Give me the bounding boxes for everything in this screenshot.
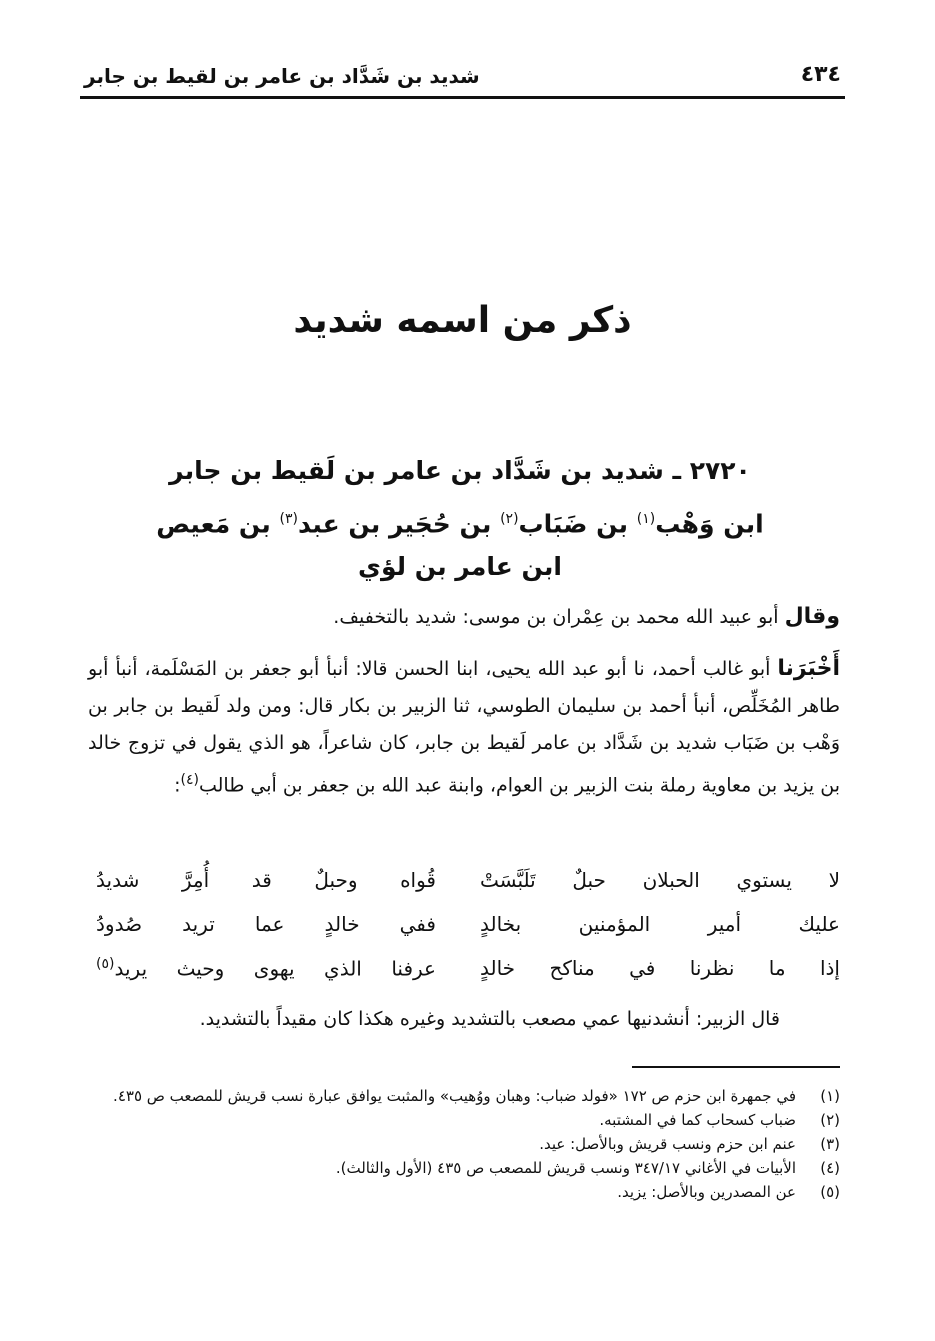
verse-second-hemistich: قُواه وحبلٌ قد أُمِرَّ شديدُ xyxy=(96,868,436,892)
paragraph-text: أبو غالب أحمد، نا أبو عبد الله يحيى، ابنا الحسن قالا: أنبأ أبو جعفر بن المَسْلَمة، أنبأ أبو طاهر المُخَلِّص، أنبأ أحمد بن سليمان الطوسي، ثنا الزبير بن بكار قال: ومن ولد لَقيط بن جابر بن وَهْب بن ضَبَاب شديد بن شَدَّاد بن عامر لَقيط بن جابر، كان شاعراً، هو الذي يقول في تزوج خالد بن يزيد بن معاوية رملة بنت الزبير بن العوام، وابنة عبد الله بن جعفر بن أبي طالب xyxy=(88,658,840,797)
verse-line xyxy=(88,956,840,996)
verse-second-hemistich xyxy=(96,956,436,981)
verse-text: عرفنا الذي يهوى وحيث يريد xyxy=(114,956,436,981)
running-title: شديد بن شَدَّاد بن عامر بن لقيط بن جابر xyxy=(84,64,480,88)
footnote-ref-3[interactable]: (٣) xyxy=(279,511,298,527)
footnotes xyxy=(95,1084,840,1204)
verse-first-hemistich: لا يستوي الحبلان حبلٌ تَلَبَّسَتْ xyxy=(480,868,840,892)
section-title: ذكر من اسمه شديد xyxy=(293,300,632,341)
footnote-number: (٤) xyxy=(820,1159,840,1177)
verse-line xyxy=(88,868,840,908)
entry-heading-line-3: ابن عامر بن لؤي xyxy=(358,552,562,581)
heading-segment: ابن وَهْب xyxy=(655,509,764,539)
footnote-ref-4[interactable]: (٤) xyxy=(180,772,199,788)
verse-second-hemistich: ففي خالدٍ عما تريد صُدودُ xyxy=(96,912,436,936)
footnote-item xyxy=(95,1180,840,1204)
footnote-text: عن المصدرين وبالأصل: يزيد. xyxy=(617,1183,796,1201)
paragraph-lead: وقال xyxy=(784,604,840,629)
footnote-text: ضباب كسحاب كما في المشتبه. xyxy=(599,1111,796,1129)
footnote-number: (٢) xyxy=(820,1111,840,1129)
verse-line xyxy=(88,912,840,952)
verse-first-hemistich: إذا ما نظرنا في مناكح خالدٍ xyxy=(480,956,840,980)
heading-segment: بن حُجَير بن عبد xyxy=(297,509,501,539)
paragraph-lead: أَخْبَرَنا xyxy=(777,656,840,681)
paragraph-text: أبو عبيد الله محمد بن عِمْران بن موسى: شديد بالتخفيف. xyxy=(333,606,785,628)
footnote-item xyxy=(95,1156,840,1180)
entry-heading-line-2 xyxy=(150,496,770,547)
paragraph-tail: : xyxy=(174,774,181,797)
footnote-text: عنم ابن حزم ونسب قريش وبالأصل: عيد. xyxy=(539,1135,796,1153)
footnote-number: (١) xyxy=(820,1087,840,1105)
footnote-text: الأبيات في الأغاني ٣٤٧/١٧ ونسب قريش للمصعب ص ٤٣٥ (الأول والثالث). xyxy=(335,1159,796,1177)
footnote-ref-1[interactable]: (١) xyxy=(636,511,656,527)
footnote-separator xyxy=(632,1066,840,1068)
footnote-text: في جمهرة ابن حزم ص ١٧٢ «فولد ضباب: وهبان ووُهيب» والمثبت يوافق عبارة نسب قريش للمصعب ص ٤٣٥. xyxy=(113,1087,796,1105)
footnote-ref-2[interactable]: (٢) xyxy=(500,511,519,527)
heading-segment: بن مَعيص xyxy=(156,509,280,539)
entry-heading-line-1: ٢٧٢٠ ـ شديد بن شَدَّاد بن عامر بن لَقيط بن جابر xyxy=(169,456,751,485)
verse-first-hemistich: عليك أمير المؤمنين بخالدٍ xyxy=(480,912,840,936)
footnote-item xyxy=(95,1108,840,1132)
page-number: ٤٣٤ xyxy=(800,62,841,87)
heading-segment: بن ضَبَاب xyxy=(518,509,637,539)
footnote-item xyxy=(95,1132,840,1156)
footnote-ref-5[interactable]: (٥) xyxy=(96,956,115,972)
page-header xyxy=(80,58,845,99)
paragraph-2 xyxy=(88,650,840,804)
footnote-number: (٣) xyxy=(820,1135,840,1153)
paragraph-1 xyxy=(88,598,840,636)
footnote-number: (٥) xyxy=(820,1183,840,1201)
footnote-item xyxy=(95,1084,840,1108)
closing-paragraph: قال الزبير: أنشدنيها عمي مصعب بالتشديد وغيره هكذا كان مقيداً بالتشديد. xyxy=(199,1008,780,1030)
